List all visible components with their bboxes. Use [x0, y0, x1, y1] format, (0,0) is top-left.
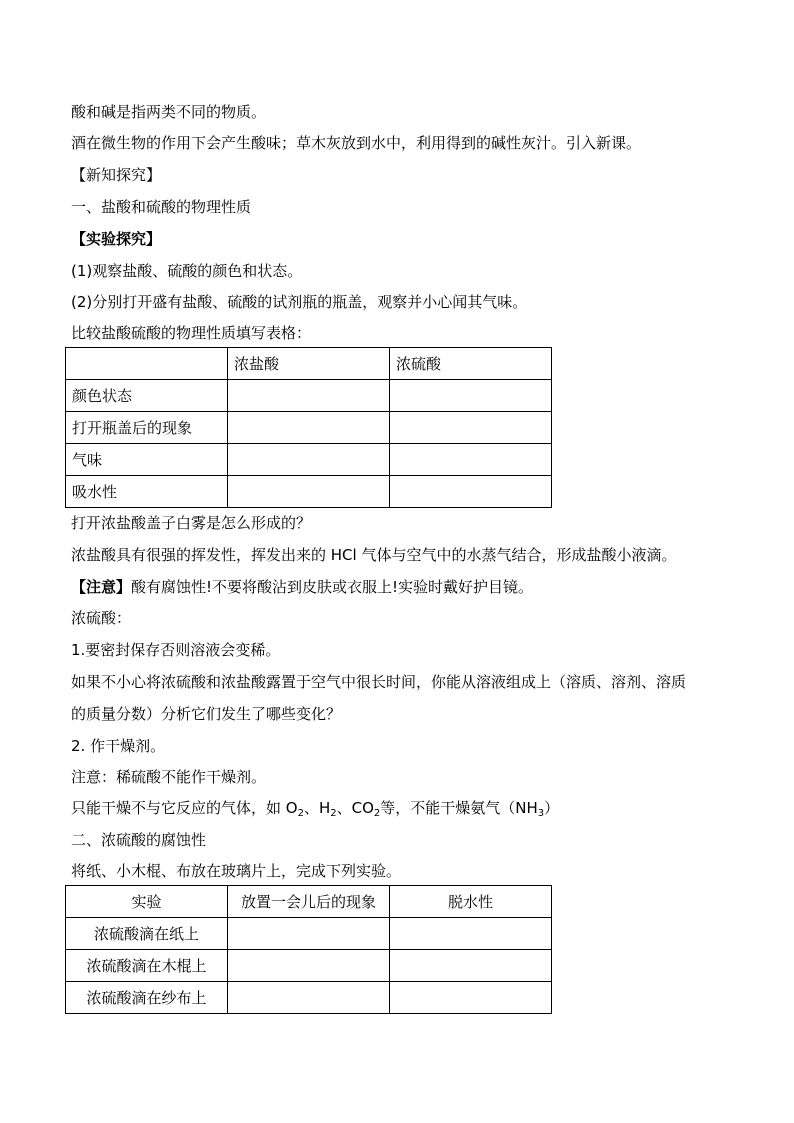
table-row: [66, 412, 552, 444]
table-cell: [228, 476, 390, 508]
paragraph: (2)分别打开盛有盐酸、硫酸的试剂瓶的瓶盖，观察并小心闻其气味。: [71, 293, 528, 311]
table-cell: [228, 918, 390, 950]
table-cell: [390, 950, 552, 982]
paragraph: 2. 作干燥剂。: [71, 737, 166, 755]
table-cell: [390, 444, 552, 476]
table-cell: [390, 412, 552, 444]
note-label: 【注意】: [71, 578, 132, 596]
paragraph: 将纸、小木棍、布放在玻璃片上，完成下列实验。: [71, 862, 402, 880]
corrosion-experiment-table: [65, 885, 552, 1014]
table-row: [66, 476, 552, 508]
table-cell: [228, 982, 390, 1014]
subscript: 2: [297, 808, 304, 819]
paragraph: (1)观察盐酸、硫酸的颜色和状态。: [71, 262, 303, 280]
table-header-row: [66, 348, 552, 380]
table-header-cell: 脱水性: [390, 886, 552, 918]
table-row: [66, 950, 552, 982]
table-header-cell: [66, 348, 228, 380]
paragraph: 注意：稀硫酸不能作干燥剂。: [71, 768, 267, 786]
table-cell: [390, 918, 552, 950]
table-header-cell: 放置一会儿后的现象: [228, 886, 390, 918]
section-title: 一、盐酸和硫酸的物理性质: [71, 198, 252, 216]
table-row: [66, 380, 552, 412]
subscript: 2: [330, 808, 337, 819]
table-cell: [390, 982, 552, 1014]
table-row-label: 浓硫酸滴在木棍上: [66, 950, 228, 982]
table-row-label: 吸水性: [66, 476, 228, 508]
subscript: 3: [537, 808, 545, 819]
table-row-label: 打开瓶盖后的现象: [66, 412, 228, 444]
experiment-heading: 【实验探究】: [71, 230, 162, 248]
paragraph-gases: [71, 798, 559, 818]
table-row: [66, 444, 552, 476]
paragraph: 浓盐酸具有很强的挥发性，挥发出来的 HCl 气体与空气中的水蒸气结合，形成盐酸小液滴。: [71, 546, 677, 564]
table-header-row: [66, 886, 552, 918]
text-run: 、CO: [336, 799, 374, 817]
text-run: 等，不能干燥氨气（NH: [380, 799, 538, 817]
paragraph: 酸和碱是指两类不同的物质。: [71, 103, 267, 121]
paragraph: 如果不小心将浓硫酸和浓盐酸露置于空气中很长时间，你能从溶液组成上（溶质、溶剂、溶质: [71, 673, 687, 691]
paragraph: 酒在微生物的作用下会产生酸味；草木灰放到水中，利用得到的碱性灰汁。引入新课。: [71, 134, 642, 152]
note-text: 酸有腐蚀性!不要将酸沾到皮肤或衣服上!实验时戴好护目镜。: [131, 578, 534, 596]
table-row-label: 浓硫酸滴在纱布上: [66, 982, 228, 1014]
table-cell: [228, 444, 390, 476]
text-run: 、H: [303, 799, 331, 817]
table-cell: [228, 380, 390, 412]
text-run: 只能干燥不与它反应的气体，如 O: [71, 799, 298, 817]
table-cell: [228, 412, 390, 444]
table-cell: [228, 950, 390, 982]
section-title: 二、浓硫酸的腐蚀性: [71, 831, 207, 849]
table-header-cell: 浓硫酸: [390, 348, 552, 380]
table-row-label: 气味: [66, 444, 228, 476]
text-run: ）: [544, 799, 560, 817]
table-cell: [390, 380, 552, 412]
paragraph: 比较盐酸硫酸的物理性质填写表格：: [71, 324, 312, 342]
section-heading: 【新知探究】: [71, 166, 162, 184]
table-header-cell: 实验: [66, 886, 228, 918]
table-row: [66, 918, 552, 950]
table-cell: [390, 476, 552, 508]
subscript: 2: [373, 808, 381, 819]
note-paragraph: [71, 577, 533, 597]
paragraph: 的质量分数）分析它们发生了哪些变化？: [71, 705, 342, 723]
paragraph: 浓硫酸：: [71, 609, 132, 627]
table-row: [66, 982, 552, 1014]
table-row-label: 浓硫酸滴在纸上: [66, 918, 228, 950]
paragraph: 1.要密封保存否则溶液会变稀。: [71, 641, 281, 659]
table-header-cell: 浓盐酸: [228, 348, 390, 380]
physical-properties-table: [65, 347, 552, 508]
table-row-label: 颜色状态: [66, 380, 228, 412]
paragraph: 打开浓盐酸盖子白雾是怎么形成的？: [71, 514, 312, 532]
